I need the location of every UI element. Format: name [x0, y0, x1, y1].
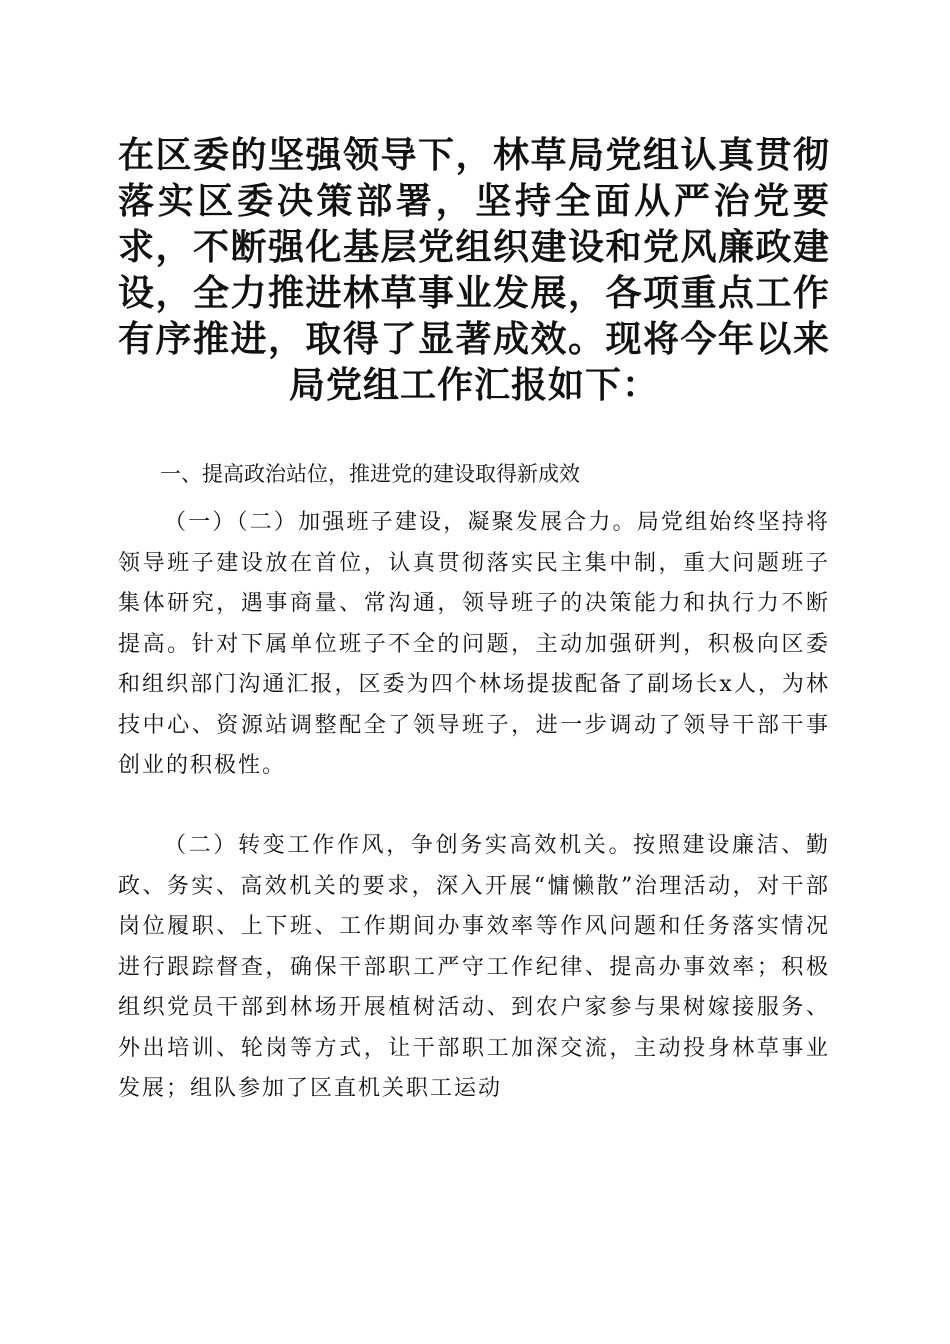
- document-title: 在区委的坚强领导下，林草局党组认真贯彻落实区委决策部署，坚持全面从严治党要求，不断强化基层党组织建设和党风廉政建设，全力推进林草事业发展，各项重点工作有序推进，取得了显著成效。现将今年以来局党组工作汇报如下：: [118, 134, 830, 406]
- paragraph-team-building: （一）（二）加强班子建设，凝聚发展合力。局党组始终坚持将领导班子建设放在首位，认真贯彻落实民主集中制，重大问题班子集体研究，遇事商量、常沟通，领导班子的决策能力和执行力不断提高。针对下属单位班子不全的问题，主动加强研判，积极向区委和组织部门沟通汇报，区委为四个林场提拔配备了副场长x人，为林技中心、资源站调整配全了领导班子，进一步调动了领导干部干事创业的积极性。: [118, 510, 830, 778]
- section-heading: 一、提高政治站位，推进党的建设取得新成效: [160, 462, 580, 486]
- paragraph-work-style: （二）转变工作作风，争创务实高效机关。按照建设廉洁、勤政、务实、高效机关的要求，深入开展“慵懒散”治理活动，对干部岗位履职、上下班、工作期间办事效率等作风问题和任务落实情况进行跟踪督查，确保干部职工严守工作纪律、提高办事效率；积极组织党员干部到林场开展植树活动、到农户家参与果树嫁接服务、外出培训、轮岗等方式，让干部职工加深交流，主动投身林草事业发展；组队参加了区直机关职工运动: [118, 833, 830, 1101]
